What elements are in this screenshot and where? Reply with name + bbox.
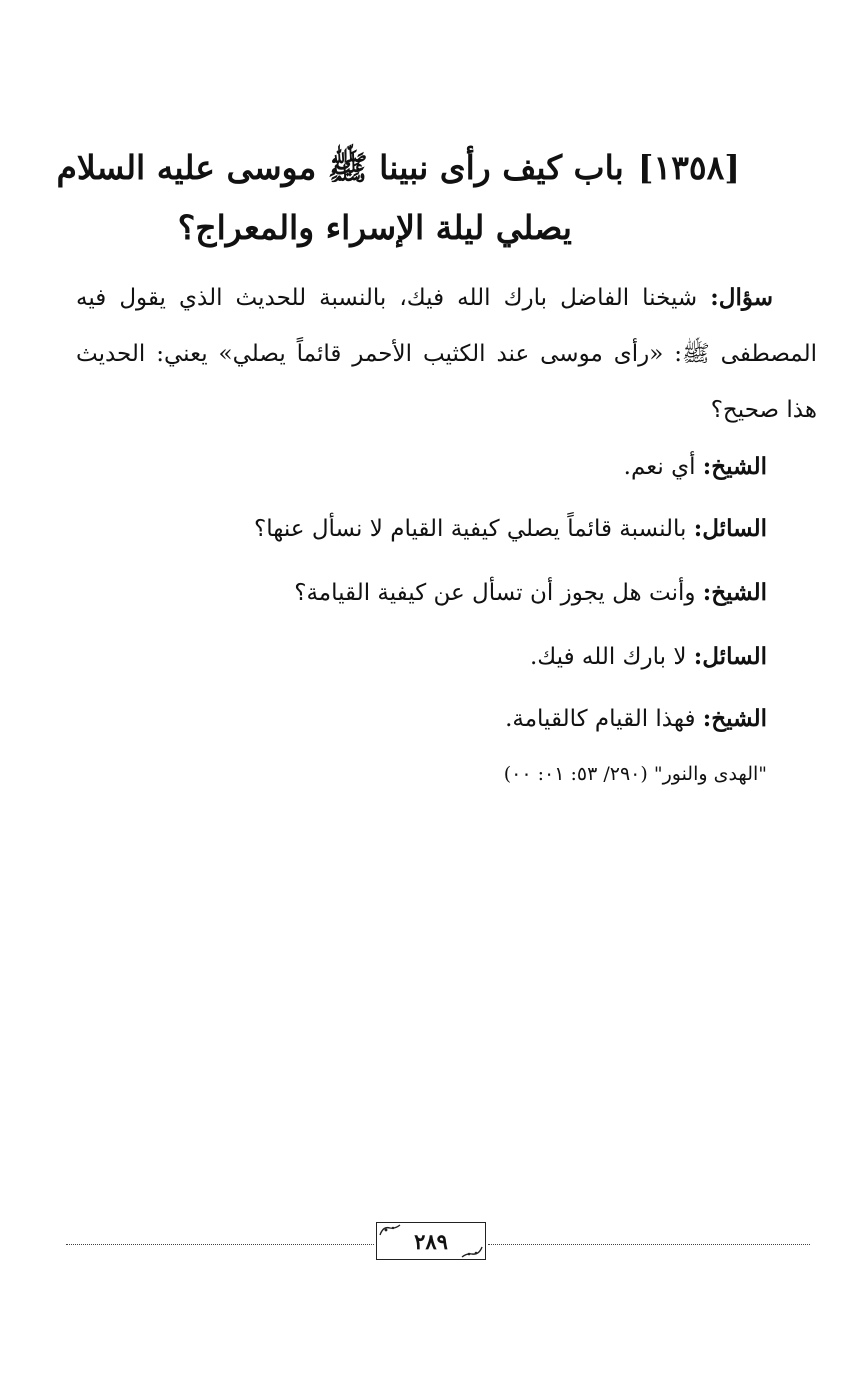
dialogue-line <box>530 640 767 674</box>
dialogue-speaker: السائل: <box>693 515 767 542</box>
corner-ornament-icon <box>461 1246 483 1258</box>
chapter-title-line-2: يصلي ليلة الإسراء والمعراج؟ <box>177 208 572 247</box>
dialogue-speaker: السائل: <box>693 643 767 670</box>
dialogue-speaker: الشيخ: <box>702 579 767 606</box>
chapter-number: [١٣٥٨] <box>637 148 740 187</box>
source-citation: "الهدى والنور" (٢٩٠/ ٥٣: ٠١: ٠٠) <box>503 763 767 785</box>
dialogue-text: أي نعم. <box>623 454 696 480</box>
question-text: شيخنا الفاضل بارك الله فيك، بالنسبة للحديث الذي يقول فيه المصطفى ﷺ: «رأى موسى عند الكثيب الأحمر قائماً يصلي» يعني: الحديث هذا صحيح؟ <box>76 285 817 423</box>
dialogue-line <box>624 450 767 484</box>
dialogue-text: وأنت هل يجوز أن تسأل عن كيفية القيامة؟ <box>294 580 696 606</box>
dialogue-line <box>294 576 767 610</box>
dialogue-text: فهذا القيام كالقيامة. <box>505 706 696 732</box>
footer-divider-left <box>66 1244 374 1245</box>
question-paragraph <box>76 270 817 438</box>
dialogue-speaker: الشيخ: <box>702 705 767 732</box>
chapter-heading-line-1 <box>56 146 740 190</box>
chapter-title-line-1: باب كيف رأى نبينا ﷺ موسى عليه السلام <box>56 148 624 187</box>
page-number-frame <box>376 1222 486 1260</box>
page-number: ٢٨٩ <box>414 1229 448 1254</box>
chapter-heading-line-2 <box>177 206 572 250</box>
dialogue-text: بالنسبة قائماً يصلي كيفية القيام لا نسأل عنها؟ <box>254 516 687 542</box>
question-speaker: سؤال: <box>710 284 774 311</box>
dialogue-text: لا بارك الله فيك. <box>529 644 687 670</box>
dialogue-line <box>505 702 767 736</box>
footer-divider-right <box>488 1244 810 1245</box>
dialogue-speaker: الشيخ: <box>702 453 767 480</box>
dialogue-line <box>254 512 767 546</box>
